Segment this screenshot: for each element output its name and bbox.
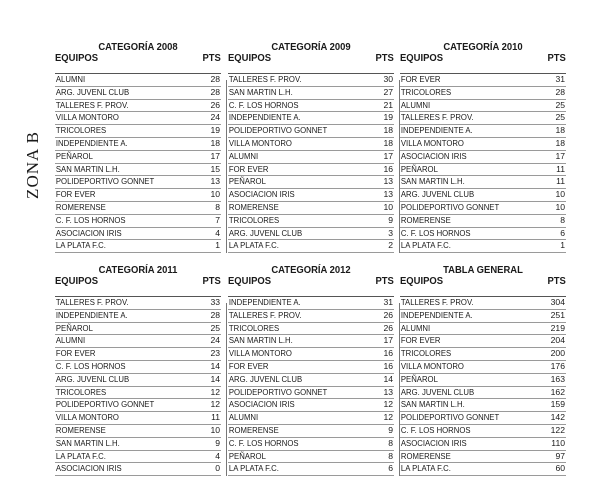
team-points: 18 (210, 137, 220, 148)
team-name: ALUMNI (55, 335, 86, 346)
team-name: INDEPENDIENTE A. (55, 309, 128, 320)
team-points: 21 (383, 99, 393, 110)
team-name: POLIDEPORTIVO GONNET (55, 176, 155, 187)
team-points: 14 (210, 360, 220, 371)
zona-label (20, 100, 46, 230)
teams-column-header: EQUIPOS (228, 52, 272, 64)
team-points: 28 (555, 86, 565, 97)
team-name: ARG. JUVENL CLUB (400, 386, 475, 397)
team-name: POLIDEPORTIVO GONNET (400, 412, 500, 423)
table-rows (400, 73, 566, 253)
team-points: 13 (383, 189, 393, 200)
team-name: TALLERES F. PROV. (228, 309, 302, 320)
team-name: VILLA MONTORO (400, 360, 464, 371)
team-name: TRICOLORES (400, 348, 452, 359)
team-name: PEÑAROL (55, 150, 93, 161)
team-points: 18 (555, 137, 565, 148)
team-name: FOR EVER (228, 360, 269, 371)
table-row (228, 451, 394, 464)
team-points: 9 (388, 214, 393, 225)
team-name: C. F. LOS HORNOS (400, 227, 471, 238)
team-points: 3 (388, 227, 393, 238)
team-name: LA PLATA F.C. (55, 240, 106, 251)
table-row (400, 297, 566, 310)
table-row (400, 412, 566, 425)
table-header (228, 53, 394, 64)
team-name: ARG. JUVENL CLUB (55, 86, 130, 97)
team-points: 4 (215, 227, 220, 238)
table-title: CATEGORÍA 2012 (271, 264, 351, 276)
team-points: 60 (555, 463, 565, 474)
team-points: 110 (551, 437, 565, 448)
team-points: 8 (560, 214, 565, 225)
team-name: SAN MARTIN L.H. (400, 176, 465, 187)
points-column-header: PTS (547, 52, 566, 64)
team-points: 19 (383, 112, 393, 123)
team-name: ASOCIACION IRIS (228, 399, 295, 410)
team-points: 24 (210, 112, 220, 123)
team-name: ALUMNI (228, 150, 259, 161)
team-points: 28 (210, 86, 220, 97)
team-points: 13 (383, 386, 393, 397)
table-row (55, 202, 221, 215)
team-name: VILLA MONTORO (55, 112, 119, 123)
team-name: ASOCIACION IRIS (400, 150, 467, 161)
team-name: FOR EVER (55, 348, 96, 359)
team-points: 2 (388, 240, 393, 251)
team-points: 0 (215, 463, 220, 474)
table-row (55, 112, 221, 125)
team-name: C. F. LOS HORNOS (55, 214, 126, 225)
team-points: 10 (383, 201, 393, 212)
table-row (228, 387, 394, 400)
table-row (400, 215, 566, 228)
team-name: TALLERES F. PROV. (55, 297, 129, 307)
team-name: POLIDEPORTIVO GONNET (400, 201, 500, 212)
team-points: 26 (210, 99, 220, 110)
table-row (400, 176, 566, 189)
team-points: 204 (550, 335, 565, 346)
table-row (55, 310, 221, 323)
team-points: 8 (388, 450, 393, 461)
table-row (55, 215, 221, 228)
table-row (228, 361, 394, 374)
table-rows (228, 73, 394, 253)
team-name: POLIDEPORTIVO GONNET (55, 399, 155, 410)
team-name: INDEPENDIENTE A. (400, 125, 473, 136)
table-row (228, 240, 394, 253)
table-row (228, 412, 394, 425)
table-row (400, 463, 566, 476)
table-rows (228, 296, 394, 476)
team-points: 200 (550, 348, 565, 359)
table-row (400, 87, 566, 100)
table-row (55, 438, 221, 451)
team-points: 162 (550, 386, 565, 397)
team-points: 24 (210, 335, 220, 346)
team-points: 219 (550, 322, 565, 333)
team-name: ROMERENSE (400, 450, 451, 461)
team-name: ALUMNI (55, 74, 86, 84)
team-name: TRICOLORES (55, 125, 107, 136)
table-row (228, 228, 394, 241)
table-row (55, 463, 221, 476)
table-row (228, 310, 394, 323)
team-name: ASOCIACION IRIS (400, 437, 467, 448)
team-points: 163 (550, 373, 565, 384)
team-points: 28 (210, 309, 220, 320)
zona-label-text: ZONA B (23, 131, 42, 199)
table-row (55, 189, 221, 202)
table-row (55, 451, 221, 464)
team-points: 159 (550, 399, 565, 410)
team-name: C. F. LOS HORNOS (55, 360, 126, 371)
team-points: 10 (210, 189, 220, 200)
team-name: FOR EVER (55, 189, 96, 200)
table-row (55, 100, 221, 113)
team-name: TALLERES F. PROV. (55, 99, 129, 110)
team-name: ARG. JUVENL CLUB (400, 189, 475, 200)
points-column-header: PTS (202, 275, 221, 287)
table-row (400, 335, 566, 348)
table-row (400, 240, 566, 253)
team-name: VILLA MONTORO (228, 348, 292, 359)
team-name: PEÑAROL (400, 163, 438, 174)
points-column-header: PTS (202, 52, 221, 64)
team-name: PEÑAROL (228, 176, 266, 187)
team-points: 12 (383, 412, 393, 423)
team-name: LA PLATA F.C. (400, 240, 451, 251)
team-name: ASOCIACION IRIS (55, 463, 122, 474)
team-name: VILLA MONTORO (400, 137, 464, 148)
team-points: 27 (383, 86, 393, 97)
table-row (400, 138, 566, 151)
team-name: LA PLATA F.C. (228, 240, 279, 251)
team-name: TRICOLORES (400, 86, 452, 97)
team-points: 10 (555, 201, 565, 212)
table-row (55, 74, 221, 87)
table-row (55, 412, 221, 425)
team-points: 7 (215, 214, 220, 225)
team-name: TALLERES F. PROV. (400, 297, 474, 307)
team-name: PEÑAROL (400, 373, 438, 384)
team-points: 11 (211, 412, 220, 423)
team-name: LA PLATA F.C. (400, 463, 451, 474)
table-row (400, 112, 566, 125)
table-row (55, 387, 221, 400)
table-row (400, 399, 566, 412)
table-row (228, 164, 394, 177)
team-points: 25 (555, 112, 565, 123)
team-name: SAN MARTIN L.H. (55, 163, 120, 174)
table-row (400, 438, 566, 451)
points-column-header: PTS (547, 275, 566, 287)
table-row (228, 374, 394, 387)
team-name: ARG. JUVENL CLUB (228, 373, 303, 384)
team-points: 16 (383, 163, 393, 174)
team-name: FOR EVER (228, 163, 269, 174)
table-row (400, 361, 566, 374)
table-title: CATEGORÍA 2008 (98, 41, 178, 53)
standings-table (55, 42, 221, 253)
team-name: ALUMNI (400, 99, 431, 110)
team-points: 23 (210, 348, 220, 359)
table-row (228, 87, 394, 100)
table-row (400, 310, 566, 323)
team-points: 31 (383, 297, 393, 307)
table-row (400, 100, 566, 113)
table-header (55, 276, 221, 287)
table-row (400, 387, 566, 400)
standings-table (228, 42, 394, 253)
team-points: 12 (383, 399, 393, 410)
table-row (400, 451, 566, 464)
team-name: INDEPENDIENTE A. (400, 309, 473, 320)
table-rows (55, 73, 221, 253)
table-title: CATEGORÍA 2011 (98, 264, 178, 276)
team-points: 10 (210, 424, 220, 435)
team-name: ASOCIACION IRIS (228, 189, 295, 200)
team-points: 142 (550, 412, 565, 423)
table-row (228, 335, 394, 348)
team-name: ARG. JUVENL CLUB (55, 373, 130, 384)
table-row (400, 348, 566, 361)
points-column-header: PTS (375, 52, 394, 64)
table-row (55, 323, 221, 336)
team-points: 17 (383, 150, 393, 161)
team-name: VILLA MONTORO (228, 137, 292, 148)
team-points: 8 (388, 437, 393, 448)
team-points: 15 (210, 163, 220, 174)
team-name: TRICOLORES (55, 386, 107, 397)
team-name: C. F. LOS HORNOS (400, 424, 471, 435)
team-points: 1 (215, 240, 220, 251)
table-row (55, 425, 221, 438)
team-points: 11 (556, 163, 565, 174)
table-row (228, 176, 394, 189)
table-row (55, 399, 221, 412)
team-points: 8 (215, 201, 220, 212)
team-points: 26 (383, 322, 393, 333)
table-row (55, 164, 221, 177)
team-name: INDEPENDIENTE A. (55, 137, 128, 148)
standings-table (228, 265, 394, 476)
team-points: 9 (215, 437, 220, 448)
team-name: C. F. LOS HORNOS (228, 99, 299, 110)
team-points: 14 (383, 373, 393, 384)
team-name: ROMERENSE (55, 201, 106, 212)
team-points: 16 (383, 348, 393, 359)
team-points: 17 (555, 150, 565, 161)
team-name: ALUMNI (228, 412, 259, 423)
team-name: ASOCIACION IRIS (55, 227, 122, 238)
table-title: CATEGORÍA 2009 (271, 41, 351, 53)
table-header (400, 276, 566, 287)
teams-column-header: EQUIPOS (55, 52, 99, 64)
team-points: 12 (210, 399, 220, 410)
points-column-header: PTS (375, 275, 394, 287)
team-name: ROMERENSE (228, 424, 279, 435)
team-name: PEÑAROL (55, 322, 93, 333)
table-row (55, 151, 221, 164)
table-header (55, 53, 221, 64)
table-row (228, 189, 394, 202)
team-points: 16 (383, 360, 393, 371)
team-points: 25 (210, 322, 220, 333)
table-row (228, 112, 394, 125)
team-points: 304 (550, 297, 565, 307)
table-row (400, 202, 566, 215)
table-rows (400, 296, 566, 476)
table-row (228, 138, 394, 151)
team-points: 18 (383, 137, 393, 148)
table-row (55, 87, 221, 100)
team-name: SAN MARTIN L.H. (55, 437, 120, 448)
team-points: 18 (555, 125, 565, 136)
team-name: LA PLATA F.C. (55, 450, 106, 461)
team-name: POLIDEPORTIVO GONNET (228, 125, 328, 136)
team-points: 25 (555, 99, 565, 110)
team-points: 6 (560, 227, 565, 238)
teams-column-header: EQUIPOS (400, 52, 444, 64)
table-row (228, 425, 394, 438)
team-points: 6 (388, 463, 393, 474)
table-row (228, 348, 394, 361)
team-points: 9 (388, 424, 393, 435)
standings-table (400, 42, 566, 253)
team-name: INDEPENDIENTE A. (228, 112, 301, 123)
team-points: 11 (556, 176, 565, 187)
team-name: FOR EVER (400, 335, 441, 346)
team-points: 30 (383, 74, 393, 84)
team-points: 28 (210, 74, 220, 84)
team-name: LA PLATA F.C. (228, 463, 279, 474)
table-row (228, 438, 394, 451)
team-name: ARG. JUVENL CLUB (228, 227, 303, 238)
table-row (55, 240, 221, 253)
table-row (55, 374, 221, 387)
team-name: ROMERENSE (400, 214, 451, 225)
team-points: 122 (550, 424, 565, 435)
team-name: VILLA MONTORO (55, 412, 119, 423)
team-name: SAN MARTIN L.H. (400, 399, 465, 410)
table-row (400, 125, 566, 138)
table-row (228, 125, 394, 138)
table-row (228, 151, 394, 164)
table-title: CATEGORÍA 2010 (443, 41, 523, 53)
team-points: 18 (383, 125, 393, 136)
team-points: 12 (210, 386, 220, 397)
team-points: 13 (210, 176, 220, 187)
team-points: 10 (555, 189, 565, 200)
column-divider (226, 303, 227, 476)
table-row (400, 323, 566, 336)
table-row (228, 100, 394, 113)
table-row (55, 361, 221, 374)
team-name: TRICOLORES (228, 214, 280, 225)
team-name: C. F. LOS HORNOS (228, 437, 299, 448)
team-points: 17 (210, 150, 220, 161)
standings-table (400, 265, 566, 476)
table-row (228, 323, 394, 336)
table-header (400, 53, 566, 64)
standings-table (55, 265, 221, 476)
table-row (228, 297, 394, 310)
table-row (400, 425, 566, 438)
team-name: TALLERES F. PROV. (228, 74, 302, 84)
team-name: TALLERES F. PROV. (400, 112, 474, 123)
team-name: TRICOLORES (228, 322, 280, 333)
column-divider (226, 80, 227, 253)
table-row (400, 74, 566, 87)
table-title: TABLA GENERAL (443, 264, 523, 276)
table-row (55, 125, 221, 138)
table-rows (55, 296, 221, 476)
team-name: FOR EVER (400, 74, 441, 84)
team-points: 13 (383, 176, 393, 187)
table-header (228, 276, 394, 287)
table-row (228, 202, 394, 215)
table-row (228, 399, 394, 412)
teams-column-header: EQUIPOS (228, 275, 272, 287)
team-points: 97 (555, 450, 565, 461)
teams-column-header: EQUIPOS (400, 275, 444, 287)
team-points: 19 (210, 125, 220, 136)
teams-column-header: EQUIPOS (55, 275, 99, 287)
team-points: 14 (210, 373, 220, 384)
team-name: ROMERENSE (55, 424, 106, 435)
team-name: POLIDEPORTIVO GONNET (228, 386, 328, 397)
team-name: ROMERENSE (228, 201, 279, 212)
table-row (228, 215, 394, 228)
table-row (55, 297, 221, 310)
table-row (55, 228, 221, 241)
table-row (55, 335, 221, 348)
team-name: INDEPENDIENTE A. (228, 297, 301, 307)
team-name: ALUMNI (400, 322, 431, 333)
team-points: 1 (560, 240, 565, 251)
team-name: SAN MARTIN L.H. (228, 86, 293, 97)
table-row (400, 164, 566, 177)
table-row (400, 151, 566, 164)
table-row (400, 189, 566, 202)
table-row (400, 374, 566, 387)
table-row (55, 348, 221, 361)
table-row (228, 74, 394, 87)
team-points: 17 (383, 335, 393, 346)
table-row (400, 228, 566, 241)
table-row (55, 138, 221, 151)
team-name: SAN MARTIN L.H. (228, 335, 293, 346)
team-name: PEÑAROL (228, 450, 266, 461)
team-points: 251 (550, 309, 565, 320)
team-points: 4 (215, 450, 220, 461)
table-row (55, 176, 221, 189)
team-points: 176 (550, 360, 565, 371)
team-points: 33 (210, 297, 220, 307)
team-points: 26 (383, 309, 393, 320)
table-row (228, 463, 394, 476)
team-points: 31 (555, 74, 565, 84)
